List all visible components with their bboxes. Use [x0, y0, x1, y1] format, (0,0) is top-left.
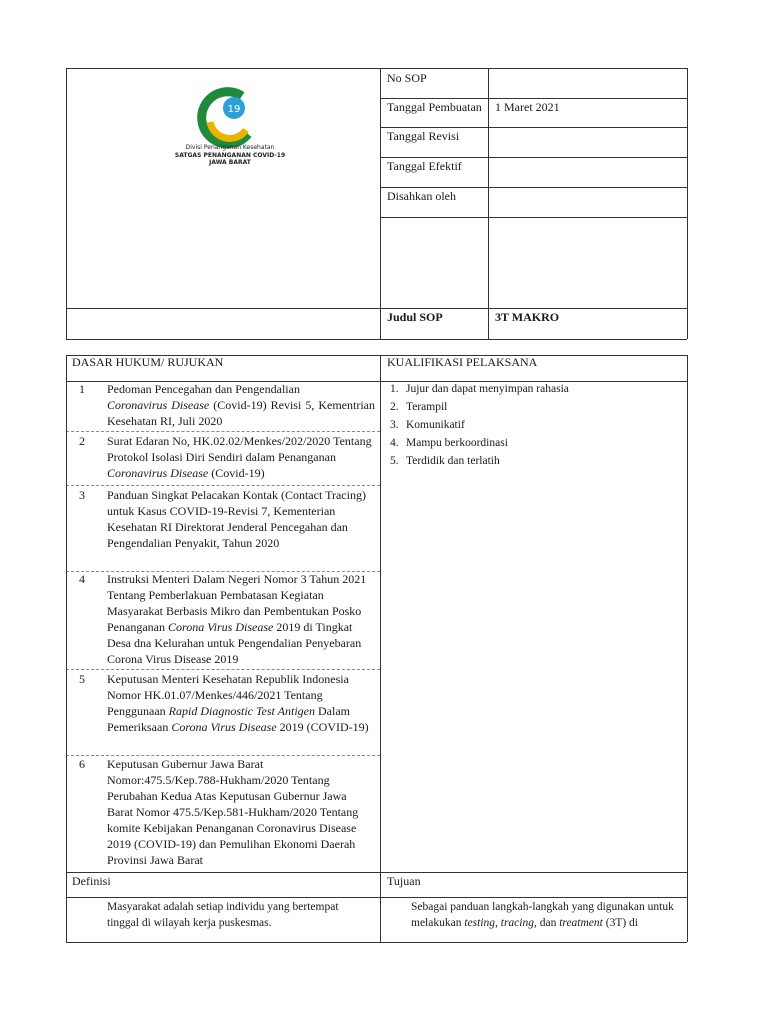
satgas-logo-icon: [160, 82, 300, 152]
tanggal-revisi-label: Tanggal Revisi: [387, 129, 460, 143]
definisi-text: Masyarakat adalah setiap individu yang bertempat tinggal di wilayah kerja puskesmas.: [107, 901, 339, 929]
reference-number: 5: [79, 672, 85, 686]
disahkan-label: Disahkan oleh: [387, 189, 456, 203]
reference-number: 2: [79, 434, 85, 448]
tanggal-pembuatan-value: 1 Maret 2021: [495, 100, 560, 114]
judul-sop-label: Judul SOP: [387, 310, 443, 324]
logo-line-1: Divisi Penanganan Kesehatan: [185, 144, 275, 151]
list-item: 3. Komunikatif: [390, 419, 465, 431]
reference-text: Keputusan Gubernur Jawa Barat Nomor:475.5/Kep.788-Hukham/2020 Tentang Perubahan Kedua Atas Keputusan Gubernur Jawa Barat Nomor 475.5/Kep.581-Hukham/2020 Tentang komite Kebijakan Penanganan Coronavirus Disease 2019 (COVID-19) dan Pemulihan Ekonomi Daerah Provinsi Jawa Barat: [107, 757, 359, 867]
list-item: 2. Terampil: [390, 401, 448, 413]
reference-number: 4: [79, 572, 85, 586]
dasar-hukum-heading: DASAR HUKUM/ RUJUKAN: [72, 355, 224, 369]
kualifikasi-heading: KUALIFIKASI PELAKSANA: [387, 355, 538, 369]
logo-line-3: JAWA BARAT: [209, 159, 251, 166]
list-item: 4. Mampu berkoordinasi: [390, 437, 508, 449]
reference-text: Surat Edaran No, HK.02.02/Menkes/202/2020 Tentang Protokol Isolasi Diri Sendiri dalam Penanganan Coronavirus Disease (Covid-19): [107, 434, 372, 480]
qualification-list: [390, 380, 680, 470]
reference-text: Keputusan Menteri Kesehatan Republik Indonesia Nomor HK.01.07/Menkes/446/2021 Tentang Penggunaan Rapid Diagnostic Test Antigen Dalam Pemeriksaan Corona Virus Disease 2019 (COVID-19): [107, 672, 369, 734]
tujuan-heading: Tujuan: [387, 874, 421, 888]
reference-number: 6: [79, 757, 85, 771]
reference-text: Panduan Singkat Pelacakan Kontak (Contact Tracing) untuk Kasus COVID-19-Revisi 7, Kementerian Kesehatan RI Direktorat Jenderal Pencegahan dan Pengendalian Penyakit, Tahun 2020: [107, 488, 366, 550]
tanggal-pembuatan-label: Tanggal Pembuatan: [387, 100, 482, 114]
list-item: 5. Terdidik dan terlatih: [390, 455, 500, 467]
no-sop-label: No SOP: [387, 71, 427, 85]
judul-sop-value: 3T MAKRO: [495, 310, 560, 324]
reference-text: Instruksi Menteri Dalam Negeri Nomor 3 Tahun 2021 Tentang Pemberlakuan Pembatasan Kegiatan Masyarakat Berbasis Mikro dan Pembentukan Posko Penanganan Corona Virus Disease 2019 di Tingkat Desa dna Kelurahan untuk Pengendalian Penyebaran Corona Virus Disease 2019: [107, 572, 367, 666]
reference-number: 3: [79, 488, 85, 502]
list-item: 1. Jujur dan dapat menyimpan rahasia: [390, 383, 569, 395]
logo-badge: 19: [227, 104, 241, 115]
definisi-heading: Definisi: [72, 874, 111, 888]
reference-number: 1: [79, 382, 85, 396]
logo-line-2: SATGAS PENANGANAN COVID-19: [174, 152, 286, 159]
reference-text: Pedoman Pencegahan dan Pengendalian Coronavirus Disease (Covid-19) Revisi 5, Kementrian Kesehatan RI, Juli 2020: [107, 382, 375, 428]
logo: [160, 82, 300, 192]
tanggal-efektif-label: Tanggal Efektif: [387, 159, 462, 173]
tujuan-text: Sebagai panduan langkah-langkah yang digunakan untuk melakukan testing, tracing, dan treatment (3T) di: [411, 901, 674, 929]
